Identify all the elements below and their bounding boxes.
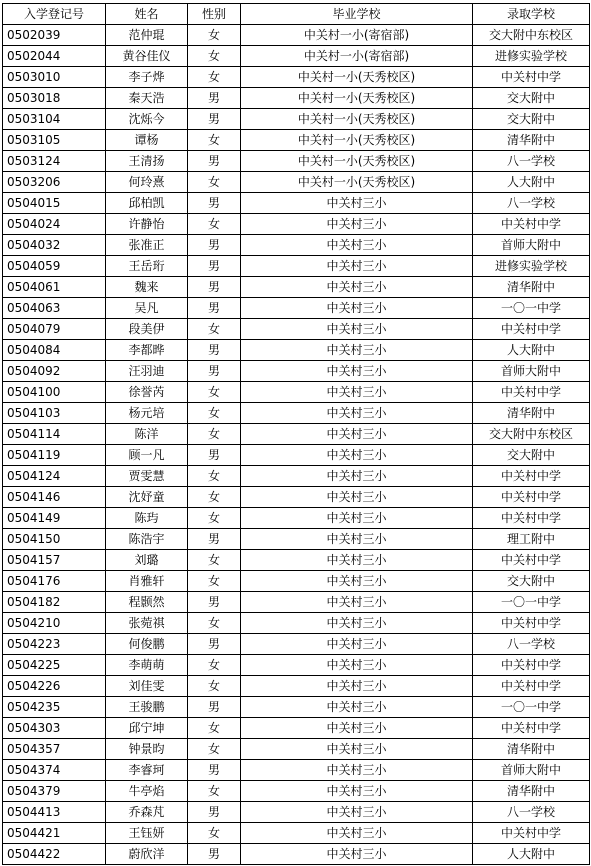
table-row [3,844,590,865]
name-cell: 张菀祺 [106,613,188,634]
registration-number-cell: 0504032 [3,235,106,256]
graduation-school-cell: 中关村三小 [241,655,473,676]
graduation-school-cell: 中关村三小 [241,739,473,760]
registration-number-cell: 0503124 [3,151,106,172]
graduation-school-cell: 中关村三小 [241,697,473,718]
name-cell: 范仲琨 [106,25,188,46]
gender-cell: 女 [188,466,241,487]
table-row [3,781,590,802]
table-row [3,256,590,277]
admission-school-cell: 清华附中 [473,130,590,151]
gender-cell: 男 [188,844,241,865]
graduation-school-cell: 中关村一小(天秀校区) [241,130,473,151]
registration-number-cell: 0504061 [3,277,106,298]
admission-school-cell: 八一学校 [473,193,590,214]
table-row [3,235,590,256]
registration-number-cell: 0504379 [3,781,106,802]
graduation-school-cell: 中关村三小 [241,823,473,844]
admission-school-cell: 清华附中 [473,403,590,424]
gender-cell: 男 [188,88,241,109]
table-header-row [3,4,590,25]
table-row [3,487,590,508]
gender-cell: 男 [188,340,241,361]
admission-school-cell: 人大附中 [473,844,590,865]
registration-number-cell: 0504084 [3,340,106,361]
registration-number-cell: 0504176 [3,571,106,592]
table-row [3,88,590,109]
gender-cell: 男 [188,193,241,214]
registration-number-cell: 0504235 [3,697,106,718]
registration-number-cell: 0504079 [3,319,106,340]
registration-number-cell: 0504182 [3,592,106,613]
registration-number-cell: 0504124 [3,466,106,487]
gender-cell: 女 [188,571,241,592]
table-row [3,25,590,46]
graduation-school-cell: 中关村一小(天秀校区) [241,151,473,172]
registration-number-cell: 0504357 [3,739,106,760]
gender-cell: 女 [188,781,241,802]
registration-number-cell: 0503206 [3,172,106,193]
gender-cell: 女 [188,214,241,235]
name-cell: 段美伊 [106,319,188,340]
graduation-school-cell: 中关村三小 [241,613,473,634]
name-cell: 汪羽迪 [106,361,188,382]
graduation-school-cell: 中关村三小 [241,760,473,781]
gender-cell: 女 [188,172,241,193]
registration-number-cell: 0504303 [3,718,106,739]
admission-school-cell: 清华附中 [473,781,590,802]
registration-number-cell: 0504157 [3,550,106,571]
graduation-school-cell: 中关村三小 [241,550,473,571]
table-row [3,277,590,298]
admission-school-cell: 进修实验学校 [473,256,590,277]
graduation-school-cell: 中关村三小 [241,844,473,865]
table-row [3,592,590,613]
gender-cell: 女 [188,823,241,844]
admission-school-cell: 首师大附中 [473,760,590,781]
registration-number-cell: 0504374 [3,760,106,781]
gender-cell: 女 [188,130,241,151]
registration-number-cell: 0504225 [3,655,106,676]
admission-school-cell: 中关村中学 [473,676,590,697]
table-row [3,697,590,718]
registration-number-cell: 0504119 [3,445,106,466]
admission-school-cell: 交大附中 [473,571,590,592]
admission-school-cell: 进修实验学校 [473,46,590,67]
admission-school-cell: 清华附中 [473,739,590,760]
graduation-school-cell: 中关村三小 [241,529,473,550]
admission-school-cell: 中关村中学 [473,655,590,676]
table-row [3,361,590,382]
graduation-school-cell: 中关村三小 [241,676,473,697]
name-cell: 钟景昀 [106,739,188,760]
name-cell: 徐誉芮 [106,382,188,403]
admission-school-cell: 理工附中 [473,529,590,550]
registration-number-cell: 0504150 [3,529,106,550]
table-row [3,151,590,172]
registration-number-cell: 0504149 [3,508,106,529]
table-row [3,424,590,445]
name-cell: 刘佳雯 [106,676,188,697]
gender-cell: 男 [188,697,241,718]
gender-cell: 男 [188,235,241,256]
gender-cell: 女 [188,676,241,697]
header-name: 姓名 [106,4,188,25]
name-cell: 牛亭焰 [106,781,188,802]
table-row [3,466,590,487]
graduation-school-cell: 中关村一小(寄宿部) [241,46,473,67]
gender-cell: 女 [188,319,241,340]
header-registration-number: 入学登记号 [3,4,106,25]
table-row [3,298,590,319]
table-row [3,172,590,193]
admission-table [2,3,590,865]
name-cell: 何玲熹 [106,172,188,193]
name-cell: 魏来 [106,277,188,298]
admission-school-cell: 中关村中学 [473,382,590,403]
graduation-school-cell: 中关村三小 [241,571,473,592]
table-row [3,403,590,424]
name-cell: 许静怡 [106,214,188,235]
registration-number-cell: 0504024 [3,214,106,235]
gender-cell: 女 [188,655,241,676]
name-cell: 黄谷佳仪 [106,46,188,67]
header-admission-school: 录取学校 [473,4,590,25]
graduation-school-cell: 中关村三小 [241,802,473,823]
name-cell: 陈浩宇 [106,529,188,550]
table-row [3,445,590,466]
registration-number-cell: 0504421 [3,823,106,844]
table-row [3,193,590,214]
gender-cell: 女 [188,550,241,571]
gender-cell: 女 [188,403,241,424]
table-row [3,655,590,676]
admission-school-cell: 中关村中学 [473,613,590,634]
graduation-school-cell: 中关村三小 [241,508,473,529]
admission-school-cell: 交大附中东校区 [473,424,590,445]
gender-cell: 女 [188,382,241,403]
graduation-school-cell: 中关村三小 [241,466,473,487]
registration-number-cell: 0504223 [3,634,106,655]
name-cell: 邱宁坤 [106,718,188,739]
admission-school-cell: 中关村中学 [473,319,590,340]
name-cell: 谭杨 [106,130,188,151]
gender-cell: 男 [188,529,241,550]
graduation-school-cell: 中关村一小(天秀校区) [241,109,473,130]
admission-school-cell: 交大附中 [473,109,590,130]
admission-school-cell: 交大附中东校区 [473,25,590,46]
gender-cell: 男 [188,760,241,781]
name-cell: 李萌萌 [106,655,188,676]
table-row [3,382,590,403]
admission-school-cell: 八一学校 [473,802,590,823]
gender-cell: 男 [188,109,241,130]
gender-cell: 女 [188,46,241,67]
table-row [3,130,590,151]
admission-school-cell: 交大附中 [473,88,590,109]
graduation-school-cell: 中关村一小(天秀校区) [241,67,473,88]
name-cell: 李睿珂 [106,760,188,781]
name-cell: 何俊鹏 [106,634,188,655]
graduation-school-cell: 中关村三小 [241,487,473,508]
table-row [3,739,590,760]
registration-number-cell: 0504146 [3,487,106,508]
graduation-school-cell: 中关村三小 [241,235,473,256]
admission-school-cell: 首师大附中 [473,235,590,256]
graduation-school-cell: 中关村三小 [241,445,473,466]
registration-number-cell: 0504210 [3,613,106,634]
registration-number-cell: 0502039 [3,25,106,46]
gender-cell: 女 [188,718,241,739]
admission-school-cell: 八一学校 [473,634,590,655]
name-cell: 王骏鹏 [106,697,188,718]
gender-cell: 男 [188,802,241,823]
table-row [3,634,590,655]
gender-cell: 男 [188,592,241,613]
table-row [3,823,590,844]
admission-school-cell: 一〇一中学 [473,298,590,319]
table-row [3,613,590,634]
graduation-school-cell: 中关村三小 [241,319,473,340]
graduation-school-cell: 中关村三小 [241,781,473,802]
table-row [3,802,590,823]
registration-number-cell: 0504100 [3,382,106,403]
name-cell: 张准正 [106,235,188,256]
name-cell: 秦天浩 [106,88,188,109]
registration-number-cell: 0504226 [3,676,106,697]
graduation-school-cell: 中关村三小 [241,403,473,424]
name-cell: 王钰妍 [106,823,188,844]
gender-cell: 女 [188,613,241,634]
name-cell: 程颢然 [106,592,188,613]
admission-school-cell: 中关村中学 [473,487,590,508]
table-row [3,319,590,340]
gender-cell: 女 [188,508,241,529]
registration-number-cell: 0504422 [3,844,106,865]
name-cell: 陈玙 [106,508,188,529]
graduation-school-cell: 中关村三小 [241,634,473,655]
admission-school-cell: 中关村中学 [473,214,590,235]
admission-school-cell: 中关村中学 [473,508,590,529]
registration-number-cell: 0502044 [3,46,106,67]
name-cell: 肖雅轩 [106,571,188,592]
graduation-school-cell: 中关村三小 [241,424,473,445]
graduation-school-cell: 中关村三小 [241,718,473,739]
name-cell: 刘璐 [106,550,188,571]
gender-cell: 男 [188,151,241,172]
admission-school-cell: 中关村中学 [473,823,590,844]
name-cell: 邱柏凯 [106,193,188,214]
graduation-school-cell: 中关村三小 [241,340,473,361]
graduation-school-cell: 中关村三小 [241,193,473,214]
table-row [3,529,590,550]
gender-cell: 男 [188,634,241,655]
name-cell: 吴凡 [106,298,188,319]
admission-school-cell: 一〇一中学 [473,697,590,718]
gender-cell: 男 [188,277,241,298]
graduation-school-cell: 中关村一小(天秀校区) [241,172,473,193]
table-row [3,340,590,361]
table-row [3,109,590,130]
name-cell: 杨元培 [106,403,188,424]
table-body [3,25,590,865]
name-cell: 顾一凡 [106,445,188,466]
admission-school-cell: 清华附中 [473,277,590,298]
registration-number-cell: 0504092 [3,361,106,382]
name-cell: 贾雯慧 [106,466,188,487]
name-cell: 李子烨 [106,67,188,88]
admission-school-cell: 中关村中学 [473,718,590,739]
graduation-school-cell: 中关村三小 [241,592,473,613]
graduation-school-cell: 中关村一小(寄宿部) [241,25,473,46]
gender-cell: 女 [188,424,241,445]
name-cell: 沈烁今 [106,109,188,130]
gender-cell: 男 [188,256,241,277]
registration-number-cell: 0504015 [3,193,106,214]
name-cell: 乔森芃 [106,802,188,823]
gender-cell: 男 [188,298,241,319]
admission-school-cell: 中关村中学 [473,67,590,88]
registration-number-cell: 0504413 [3,802,106,823]
registration-number-cell: 0504059 [3,256,106,277]
table-row [3,760,590,781]
gender-cell: 男 [188,445,241,466]
name-cell: 王清扬 [106,151,188,172]
admission-school-cell: 交大附中 [473,445,590,466]
gender-cell: 女 [188,739,241,760]
header-graduation-school: 毕业学校 [241,4,473,25]
table-row [3,214,590,235]
graduation-school-cell: 中关村三小 [241,214,473,235]
gender-cell: 女 [188,487,241,508]
admission-school-cell: 人大附中 [473,340,590,361]
table-row [3,550,590,571]
gender-cell: 女 [188,67,241,88]
name-cell: 沈妤童 [106,487,188,508]
gender-cell: 女 [188,25,241,46]
graduation-school-cell: 中关村三小 [241,361,473,382]
graduation-school-cell: 中关村三小 [241,298,473,319]
registration-number-cell: 0504103 [3,403,106,424]
table-row [3,67,590,88]
table-row [3,718,590,739]
graduation-school-cell: 中关村三小 [241,277,473,298]
graduation-school-cell: 中关村三小 [241,382,473,403]
admission-school-cell: 中关村中学 [473,550,590,571]
table-row [3,676,590,697]
registration-number-cell: 0504063 [3,298,106,319]
header-gender: 性别 [188,4,241,25]
registration-number-cell: 0503104 [3,109,106,130]
name-cell: 王岳珩 [106,256,188,277]
table-row [3,508,590,529]
registration-number-cell: 0503105 [3,130,106,151]
admission-school-cell: 一〇一中学 [473,592,590,613]
table-row [3,46,590,67]
graduation-school-cell: 中关村一小(天秀校区) [241,88,473,109]
registration-number-cell: 0503018 [3,88,106,109]
admission-school-cell: 首师大附中 [473,361,590,382]
graduation-school-cell: 中关村三小 [241,256,473,277]
admission-school-cell: 人大附中 [473,172,590,193]
registration-number-cell: 0503010 [3,67,106,88]
admission-school-cell: 八一学校 [473,151,590,172]
registration-number-cell: 0504114 [3,424,106,445]
gender-cell: 男 [188,361,241,382]
name-cell: 陈洋 [106,424,188,445]
name-cell: 李都晔 [106,340,188,361]
name-cell: 蔚欣洋 [106,844,188,865]
admission-school-cell: 中关村中学 [473,466,590,487]
table-row [3,571,590,592]
